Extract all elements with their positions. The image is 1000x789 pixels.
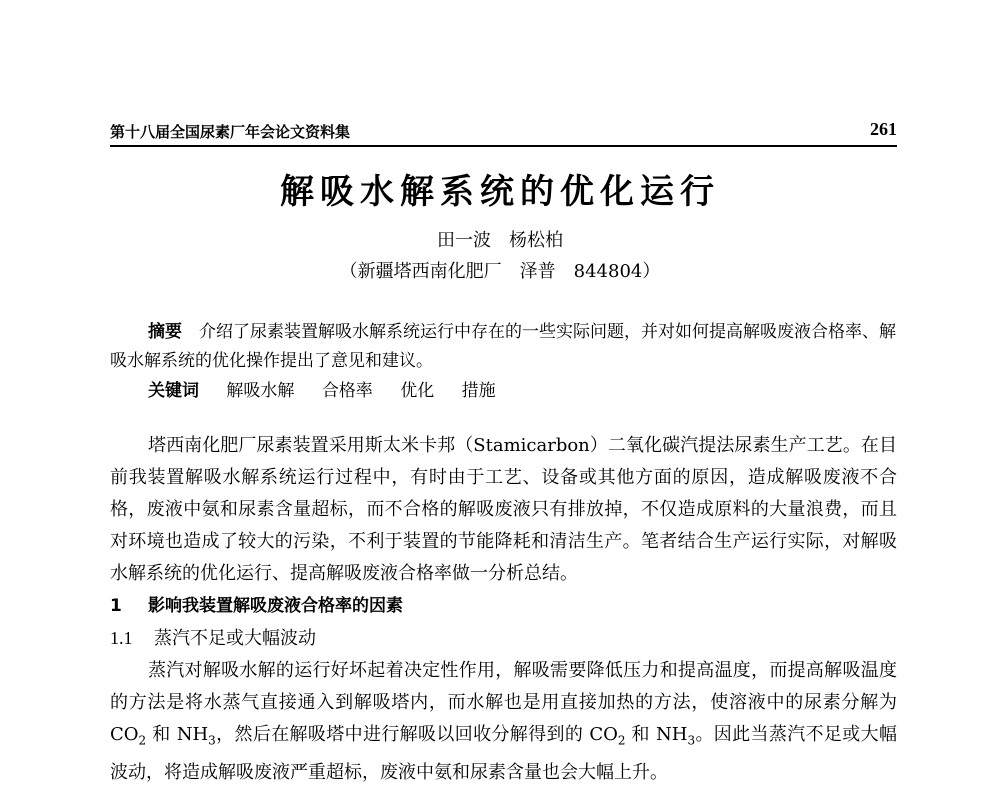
keyword: 优化 xyxy=(400,381,435,401)
journal-name: 第十八届全国尿素厂年会论文资料集 xyxy=(110,123,351,141)
subsection-title: 蒸汽不足或大幅波动 xyxy=(154,628,316,649)
text-run: 。因此当蒸汽不足或大幅波动，将造成解吸废液严重超标，废液中氨和尿素含量也会大幅上升。 xyxy=(110,724,897,783)
subscript: 2 xyxy=(138,733,147,748)
section-number: 1 xyxy=(110,596,122,616)
abstract-paragraph xyxy=(110,318,897,376)
keywords-line xyxy=(110,377,897,406)
running-header xyxy=(110,121,897,147)
subscript: 3 xyxy=(687,733,696,748)
body-text xyxy=(110,430,897,789)
formula-nh3: NH xyxy=(176,724,209,745)
formula-co2: CO xyxy=(589,724,618,745)
keywords-label: 关键词 xyxy=(148,381,199,401)
keyword: 解吸水解 xyxy=(226,381,295,401)
page-number: 261 xyxy=(870,119,897,139)
formula-nh3: NH xyxy=(656,724,688,745)
section-1-heading xyxy=(110,590,897,622)
authors: 田一波 杨松柏 xyxy=(437,230,563,251)
formula-co2: CO xyxy=(110,724,139,745)
subscript: 2 xyxy=(617,733,626,748)
section-1-1-heading xyxy=(110,622,897,655)
abstract-text: 介绍了尿素装置解吸水解系统运行中存在的一些实际问题，并对如何提高解吸废液合格率、解吸水解系统的优化操作提出了意见和建议。 xyxy=(110,322,896,371)
paper-title: 解吸水解系统的优化运行 xyxy=(280,172,720,212)
text-run: 和 xyxy=(146,724,177,745)
text-run: 蒸汽对解吸水解的运行好坏起着决定性作用，解吸需要降低压力和提高温度，而提高解吸温度的方法是将水蒸气直接通入到解吸塔内，而水解也是用直接加热的方法，使溶液中的尿素分解为 xyxy=(110,660,897,713)
intro-paragraph: 塔西南化肥厂尿素装置采用斯太米卡邦（Stamicarbon）二氧化碳汽提法尿素生产工艺。在目前我装置解吸水解系统运行过程中，有时由于工艺、设备或其他方面的原因，造成解吸废液不合格，废液中氨和尿素含量超标，而不合格的解吸废液只有排放掉，不仅造成原料的大量浪费，而且对环境也造成了较大的污染，不利于装置的节能降耗和清洁生产。笔者结合生产运行实际，对解吸水解系统的优化运行、提高解吸废液合格率做一分析总结。 xyxy=(110,435,897,584)
subscript: 3 xyxy=(208,733,216,748)
abstract-label: 摘要 xyxy=(148,322,182,342)
affiliation: （新疆塔西南化肥厂 泽普 844804） xyxy=(339,261,661,282)
subsection-number: 1.1 xyxy=(110,628,133,648)
text-run: 和 xyxy=(625,724,656,745)
section-title: 影响我装置解吸废液合格率的因素 xyxy=(148,596,403,616)
keyword: 合格率 xyxy=(321,381,373,401)
abstract xyxy=(110,318,897,406)
steam-paragraph xyxy=(110,655,897,789)
text-run: ，然后在解吸塔中进行解吸以回收分解得到的 xyxy=(215,724,590,745)
keyword: 措施 xyxy=(461,381,496,401)
